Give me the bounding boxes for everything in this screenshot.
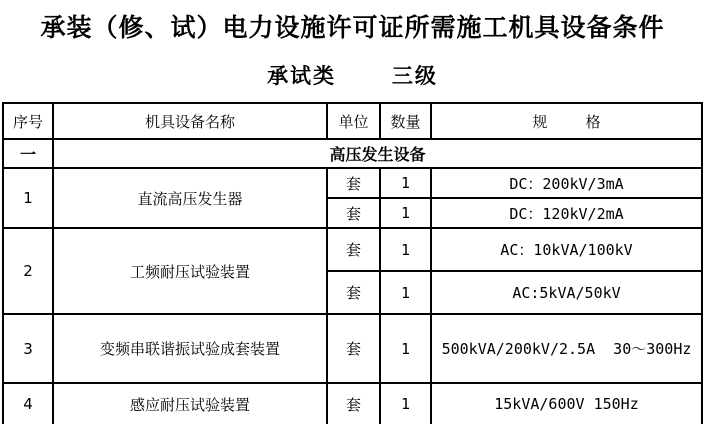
table-row (3, 168, 702, 198)
cell-unit: 套 (327, 383, 380, 424)
cell-qty: 1 (380, 168, 431, 198)
section-row (3, 139, 702, 168)
cell-spec: AC：10kVA/100kV (431, 228, 702, 271)
cell-qty: 1 (380, 271, 431, 314)
cell-spec: DC：120kV/2mA (431, 198, 702, 228)
cell-index: 4 (3, 383, 53, 424)
cell-spec: DC：200kV/3mA (431, 168, 702, 198)
cell-qty: 1 (380, 198, 431, 228)
cell-name: 感应耐压试验装置 (53, 383, 327, 424)
equipment-table (2, 102, 703, 424)
cell-name: 工频耐压试验装置 (53, 228, 327, 314)
col-header-index: 序号 (3, 103, 53, 139)
cell-name: 变频串联谐振试验成套装置 (53, 314, 327, 383)
cell-index: 3 (3, 314, 53, 383)
cell-name: 直流高压发生器 (53, 168, 327, 228)
col-header-unit: 单位 (327, 103, 380, 139)
cell-qty: 1 (380, 383, 431, 424)
section-title: 高压发生设备 (53, 139, 702, 168)
table-row (3, 314, 702, 383)
table-row (3, 228, 702, 271)
cell-spec: 500kVA/200kV/2.5A 30～300Hz (431, 314, 702, 383)
section-index: 一 (3, 139, 53, 168)
page-subtitle: 承试类 三级 (267, 64, 438, 88)
cell-spec: AC:5kVA/50kV (431, 271, 702, 314)
col-header-spec: 规 格 (431, 103, 702, 139)
cell-index: 2 (3, 228, 53, 314)
cell-index: 1 (3, 168, 53, 228)
col-header-qty: 数量 (380, 103, 431, 139)
cell-unit: 套 (327, 198, 380, 228)
cell-unit: 套 (327, 228, 380, 271)
col-header-name: 机具设备名称 (53, 103, 327, 139)
table-row (3, 383, 702, 424)
page-title: 承装（修、试）电力设施许可证所需施工机具设备条件 (40, 13, 665, 42)
cell-spec: 15kVA/600V 150Hz (431, 383, 702, 424)
cell-qty: 1 (380, 228, 431, 271)
cell-unit: 套 (327, 314, 380, 383)
cell-unit: 套 (327, 271, 380, 314)
table-header-row (3, 103, 702, 139)
cell-unit: 套 (327, 168, 380, 198)
cell-qty: 1 (380, 314, 431, 383)
